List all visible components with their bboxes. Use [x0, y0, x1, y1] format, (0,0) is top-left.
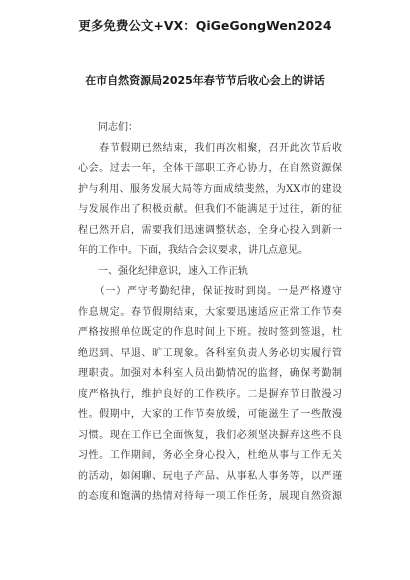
body-line: 与发展作出了积极贡献。但我们不能满足于过往，新的征: [78, 204, 342, 215]
body-line: 的态度和饱满的热情对待每一项工作任务，展现自然资源: [78, 491, 342, 502]
body-line: 程已然开启，需要我们迅速调整状态，全身心投入到新一: [78, 224, 342, 236]
promo-banner: 更多免费公文+VX：QiGeGongWen2024: [78, 18, 332, 33]
body-line: 理职责。加强对本科室人员出勤情况的监督，确保考勤制: [78, 368, 342, 379]
body-line: 作息规定。春节假期结束，大家要迅速适应正常工作节奏: [78, 306, 342, 318]
body-line: 的活动，如闲聊、玩电子产品、从事私人事务等，以严谨: [78, 470, 342, 482]
body-line: 习性。工作期间，务必全身心投入，杜绝从事与工作无关: [78, 450, 342, 461]
body-line: 春节假期已然结束，我们再次相聚，召开此次节后收: [78, 142, 342, 154]
body-line: 习惯。现在工作已全面恢复，我们必须坚决摒弃这些不良: [78, 429, 342, 441]
body-line: 年的工作中。下面，我结合会议要求，讲几点意见。: [78, 245, 308, 256]
body-line: 一、强化纪律意识，速入工作正轨: [78, 265, 248, 277]
body-line: 绝迟到、早退、旷工现象。各科室负责人务必切实履行管: [78, 347, 342, 359]
body-line: 性。假期中，大家的工作节奏放缓，可能滋生了一些散漫: [78, 409, 342, 420]
body-line: 同志们：: [78, 122, 138, 133]
body-line: 护与利用、服务发展大局等方面成绩斐然，为XX市的建设: [78, 183, 342, 195]
document-title: 在市自然资源局2025年春节节后收心会上的讲话: [85, 74, 325, 87]
body-line: 度严格执行，维护良好的工作秩序。二是摒弃节日散漫习: [78, 388, 342, 400]
body-line: （一）严守考勤纪律，保证按时到岗。一是严格遵守: [78, 286, 342, 297]
document-body: [78, 118, 342, 508]
body-line: 心会。过去一年，全体干部职工齐心协力，在自然资源保: [78, 163, 342, 174]
body-line: 严格按照单位既定的作息时间上下班。按时签到签退，杜: [78, 327, 342, 338]
